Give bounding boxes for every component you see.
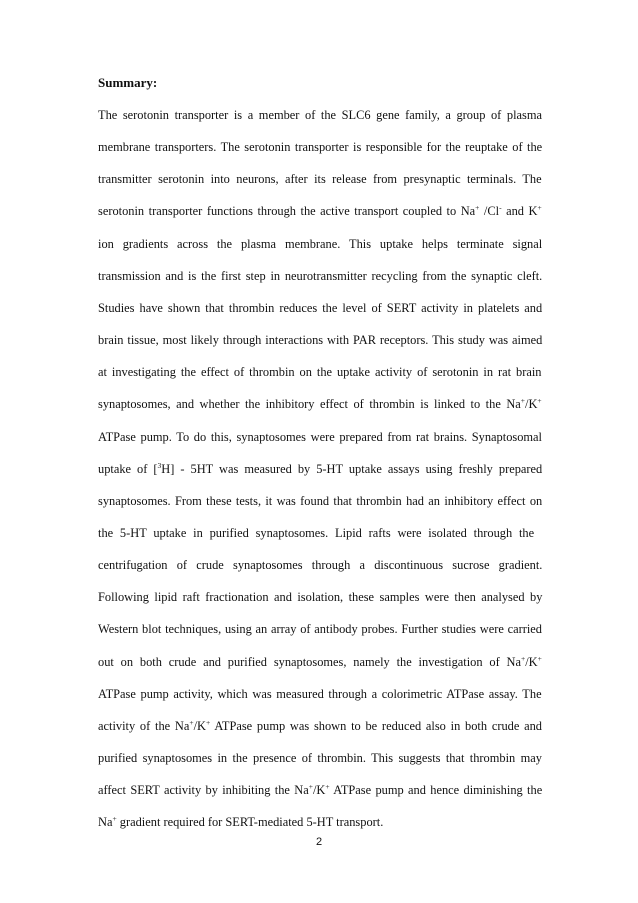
text-segment: /K <box>312 783 326 798</box>
text-line <box>98 493 542 509</box>
text-segment: H] - 5HT was measured by 5-HT uptake assays using freshly prepared <box>161 461 543 476</box>
text-line <box>98 621 542 637</box>
text-segment: ATPase pump and hence diminishing the <box>329 783 543 798</box>
text-line <box>98 332 542 348</box>
text-segment: and K <box>501 204 538 219</box>
text-line <box>98 750 542 766</box>
text-segment: /K <box>525 654 538 669</box>
superscript: + <box>189 717 194 727</box>
superscript: + <box>206 717 211 727</box>
text-segment: The serotonin transporter is a member of the SLC6 gene family, a group of plasma <box>98 108 543 122</box>
text-segment: at investigating the effect of thrombin on the uptake activity of serotonin in rat brain <box>98 365 542 380</box>
text-segment: ATPase pump activity, which was measured through a colorimetric ATPase assay. The <box>98 686 542 701</box>
text-segment: ATPase pump was shown to be reduced also in both crude and <box>210 718 543 733</box>
text-segment: membrane transporters. The serotonin transporter is responsible for the reuptake of the <box>98 140 543 155</box>
text-line <box>98 461 542 477</box>
text-line <box>98 589 542 605</box>
text-segment: synaptosomes. From these tests, it was found that thrombin had an inhibitory effect on <box>98 493 543 508</box>
superscript: - <box>499 203 502 213</box>
text-segment: ATPase pump. To do this, synaptosomes were prepared from rat brains. Synaptosomal <box>98 429 542 444</box>
text-line <box>98 654 542 670</box>
text-line <box>98 557 542 573</box>
text-line <box>98 686 542 702</box>
text-segment: uptake of [ <box>98 461 158 476</box>
superscript: + <box>537 653 542 663</box>
text-segment: Following lipid raft fractionation and isolation, these samples were then analysed by <box>98 590 543 605</box>
text-line <box>98 525 534 541</box>
text-segment: out on both crude and purified synaptosomes, namely the investigation of Na <box>98 654 521 669</box>
text-line <box>98 236 542 252</box>
superscript: + <box>112 814 117 824</box>
text-segment: gradient required for SERT-mediated 5-HT transport. <box>116 815 384 830</box>
text-segment: centrifugation of crude synaptosomes through a discontinuous sucrose gradient. <box>98 558 543 573</box>
text-line <box>98 718 542 734</box>
superscript: + <box>520 396 526 406</box>
text-segment: ion gradients across the plasma membrane. This uptake helps terminate signal <box>98 236 543 251</box>
text-segment: transmitter serotonin into neurons, after its release from presynaptic terminals. The <box>98 172 542 187</box>
page-number: 2 <box>315 836 323 848</box>
superscript: + <box>537 396 542 406</box>
text-segment: serotonin transporter functions through the active transport coupled to Na <box>98 204 476 219</box>
text-segment: Na <box>98 815 113 830</box>
text-segment: transmission and is the first step in neurotransmitter recycling from the synaptic cleft. <box>98 268 543 283</box>
text-segment: activity of the Na <box>98 718 190 733</box>
text-segment: Western blot techniques, using an array of antibody probes. Further studies were carried <box>98 622 542 637</box>
text-segment: purified synaptosomes in the presence of thrombin. This suggests that thrombin may <box>98 751 542 765</box>
text-segment: affect SERT activity by inhibiting the Na <box>98 783 309 798</box>
text-segment: Studies have shown that thrombin reduces the level of SERT activity in platelets and <box>98 300 543 315</box>
text-line <box>98 300 542 316</box>
superscript: + <box>537 203 542 213</box>
section-heading: Summary: <box>98 75 158 90</box>
text-segment: /K <box>525 397 538 412</box>
text-line <box>98 268 542 284</box>
text-segment: brain tissue, most likely through interactions with PAR receptors. This study was aimed <box>98 333 543 348</box>
superscript: + <box>475 203 480 213</box>
superscript: + <box>308 782 313 792</box>
superscript: + <box>325 782 330 792</box>
text-line <box>98 429 542 445</box>
superscript: 3 <box>157 460 162 470</box>
text-line <box>98 203 542 219</box>
text-line <box>98 107 542 123</box>
text-segment: /K <box>193 718 206 733</box>
text-segment: the 5-HT uptake in purified synaptosomes. Lipid rafts were isolated through the <box>98 525 535 540</box>
superscript: + <box>520 653 526 663</box>
text-line <box>98 814 383 830</box>
text-segment: synaptosomes, and whether the inhibitory effect of thrombin is linked to the Na <box>98 397 521 412</box>
text-line <box>98 139 542 155</box>
text-segment: /Cl <box>479 204 500 219</box>
text-line <box>98 782 542 798</box>
text-line <box>98 396 542 412</box>
text-line <box>98 171 542 187</box>
text-line <box>98 364 542 380</box>
